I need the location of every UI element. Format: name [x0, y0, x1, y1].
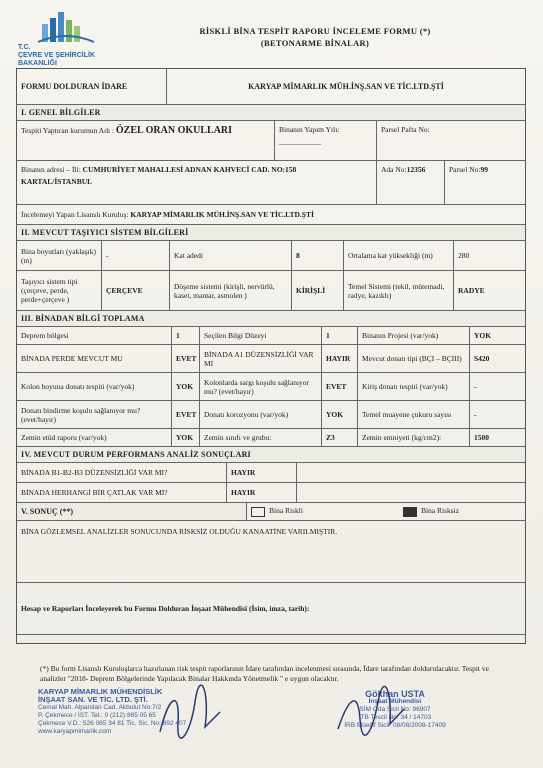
ministry-emblem-icon [36, 10, 96, 44]
beam-label: Kiriş donatı tespiti (var/yok) [358, 373, 470, 400]
bend-row [17, 401, 525, 429]
form-title [160, 25, 470, 49]
conclusion-text: BİNA GÖZLEMSEL ANALİZLER SONUCUNDA RİSKSİZ OLDUĞU KANAATİNE VARILMIŞTIR. [21, 527, 338, 536]
company-stamp-line-2: İNŞAAT SAN. VE TİC. LTD. ŞTİ. [38, 695, 148, 704]
soil-safety-label: Zemin emniyeti (kg/cm2): [358, 429, 470, 446]
bend-label: Donatı bindirme koşulu sağlanıyor mu? (evet/hayır) [17, 401, 172, 428]
logo-line-1: T.C. [18, 44, 31, 51]
quake-value: 1 [172, 327, 200, 344]
form-owner-value: KARYAP MİMARLIK MÜH.İNŞ.SAN VE TİC.LTD.ŞTİ [248, 82, 444, 91]
level-value: 1 [322, 327, 358, 344]
conclusion-row [17, 521, 525, 583]
company-stamp-line-6: www.karyapmimarlik.com [38, 728, 112, 735]
crack-value: HAYIR [227, 483, 297, 502]
risky-label: Bina Riskli [269, 506, 303, 516]
licensed-row [17, 205, 525, 225]
build-year-value: --------------------- [279, 142, 321, 148]
institution-value: ÖZEL ORAN OKULLARI [115, 125, 233, 136]
pit-label: Temel muayene çukuru sayısı [358, 401, 470, 428]
section-1-title: I. GENEL BİLGİLER [17, 105, 525, 120]
shear-value: EVET [172, 345, 200, 372]
form-owner-row [17, 69, 525, 105]
engineer-title: İnşaat Mühendisi [368, 698, 422, 705]
quake-label: Deprem bölgesi [17, 327, 172, 344]
institution-label: Tespiti Yaptıran kurumun Adı : [21, 126, 115, 135]
signature-row [17, 583, 525, 635]
parcel-sheet-label: Parsel Pafta No: [381, 125, 430, 134]
height-value: 280 [458, 251, 470, 260]
corrosion-value: YOK [322, 401, 358, 428]
ministry-logo [14, 10, 124, 68]
a1-label: BİNADA A1 DÜZENSİZLİĞİ VAR MI [200, 345, 322, 372]
signature-right-icon [330, 684, 410, 744]
inspection-form-table [16, 68, 526, 644]
floors-label: Kat adedi [170, 241, 292, 270]
crack-row [17, 483, 525, 503]
engineer-name: Gökhan USTA [365, 689, 425, 699]
foundation-value: RADYE [458, 286, 485, 295]
corrosion-label: Donatı korozyonu (var/yok) [200, 401, 322, 428]
section-1-header [17, 105, 525, 121]
stirrup-label: Kolonlarda sargı koşulu sağlanıyor mu? (evet/hayır) [200, 373, 322, 400]
soil-class-label: Zemin sınıfı ve grubu: [200, 429, 322, 446]
pit-value: - [474, 410, 477, 419]
ada-label: Ada No: [381, 165, 407, 174]
engineer-line-2: İTB Tescil No: 34 / 14703 [358, 714, 432, 721]
project-label: Binanın Projesi (var/yok) [358, 327, 470, 344]
company-stamp-line-4: P. Çekmece / İST. Tel.: 0 (212) 885 05 65 [38, 712, 156, 719]
parsel-value: 99 [480, 165, 488, 174]
signature-left-icon [150, 682, 230, 742]
column-row [17, 373, 525, 401]
column-value: YOK [172, 373, 200, 400]
slab-value: KİRİŞLİ [292, 271, 344, 310]
project-value: YOK [474, 331, 492, 340]
institution-row [17, 121, 525, 161]
column-label: Kolon boyuna donatı tespiti (var/yok) [17, 373, 172, 400]
section-3-title: III. BİNADAN BİLGİ TOPLAMA [17, 311, 525, 326]
engineer-line-1: SİM Oda Sicil No: 96907 [359, 706, 431, 713]
stirrup-value: EVET [322, 373, 358, 400]
crack-label: BİNADA HERHANGİ BİR ÇATLAK VAR MI? [17, 483, 227, 502]
licensed-value: KARYAP MİMARLIK MÜH.İNŞ.SAN VE TİC.LTD.ŞTİ [130, 210, 314, 219]
engineer-line-3: İRB Müellif Sicil: 08/08/2008-17409 [344, 722, 446, 729]
shear-row [17, 345, 525, 373]
section-4-title: IV. MEVCUT DURUM PERFORMANS ANALİZ SONUÇLARI [17, 447, 525, 462]
company-stamp-line-3: Cemal Mah. Alparslan Cad. Akbulut No:7/2 [38, 704, 162, 711]
logo-line-2: ÇEVRE VE ŞEHİRCİLİK [18, 52, 96, 59]
section-2-title: II. MEVCUT TAŞIYICI SİSTEM BİLGİLERİ [17, 225, 525, 240]
quake-row [17, 327, 525, 345]
section-5-title: V. SONUÇ (**) [17, 503, 247, 520]
height-label: Ortalama kat yüksekliği (m) [344, 241, 454, 270]
address-label: Binanın adresi – İli: [21, 165, 81, 174]
form-owner-label: FORMU DOLDURAN İDARE [17, 69, 167, 104]
bend-value: EVET [172, 401, 200, 428]
irregularity-value: HAYIR [227, 463, 297, 482]
logo-line-3: BAKANLIĞI [18, 60, 57, 67]
soil-value: YOK [172, 429, 200, 446]
foundation-label: Temel Sistemi (tekil, mütemadi, radye, kazıklı) [344, 271, 454, 310]
form-title-line-1: RİSKLİ BİNA TESPİT RAPORU İNCELEME FORMU (*) [199, 26, 431, 36]
slab-label: Döşeme sistemi (kirişli, nervürlü, kaset, mantar, asmolen ) [170, 271, 292, 310]
address-value: CUMHURİYET MAHALLESİ ADNAN KAHVECİ CAD. NO:158 [82, 165, 297, 174]
parsel-label: Parsel No: [449, 165, 481, 174]
rebar-value: S420 [474, 354, 490, 363]
address-row [17, 161, 525, 205]
shear-label: BİNADA PERDE MEVCUT MU [17, 345, 172, 372]
risky-checkbox[interactable] [251, 507, 265, 517]
section-2-header [17, 225, 525, 241]
build-year-label: Binanın Yapım Yılı: [279, 125, 340, 134]
level-label: Seçilen Bilgi Düzeyi [200, 327, 322, 344]
system-row [17, 271, 525, 311]
address-city: KARTAL/İSTANBUL [21, 177, 93, 186]
system-label: Taşıyıcı sistem tipi (çerçeve, perde, perde+çerçeve ) [17, 271, 102, 310]
dims-label: Bina boyutları (yaklaşık)(m) [17, 241, 102, 270]
a1-value: HAYIR [322, 345, 358, 372]
floors-value: 8 [292, 241, 344, 270]
section-3-header [17, 311, 525, 327]
soil-label: Zemin etüd raporu (var/yok) [17, 429, 172, 446]
soil-safety-value: 1500 [474, 433, 489, 442]
company-stamp-line-5: Çekmece V.D.: 526 065 34 81 Tic. Sic. No: 892 407 [38, 720, 187, 727]
signature-label: Hesap ve Raporları İnceleyerek bu Formu Dolduran İnşaat Mühendisi (İsim, imza, tarih): [21, 604, 310, 613]
footnote: (*) Bu form Lisanslı Kuruluşlarca hazırlanan risk tespit raporlarının İdare tarafından incelenmesi sırasında, İdare tarafından doldurulacaktır. Tespit ve analizler "2018- Deprem Bölgelerinde Yapılacak Binalar Hakkında Yönetmelik " e uygun olacaktır. [40, 664, 489, 683]
soil-row [17, 429, 525, 447]
beam-value: - [474, 382, 477, 391]
form-title-line-2: (BETONARME BİNALAR) [260, 38, 370, 48]
safe-checkbox[interactable] [403, 507, 417, 517]
dims-value: - [102, 241, 170, 270]
licensed-label: İncelemeyi Yapan Lisanslı Kuruluş: [21, 210, 129, 219]
soil-class-value: Z3 [322, 429, 358, 446]
safe-label: Bina Risksiz [420, 506, 460, 516]
section-5-header [17, 503, 525, 521]
section-4-header [17, 447, 525, 463]
system-value: ÇERÇEVE [102, 271, 170, 310]
irregularity-row [17, 463, 525, 483]
company-stamp-line-1: KARYAP MİMARLIK MÜHENDİSLİK [38, 687, 163, 696]
rebar-label: Mevcut donatı tipi (BÇI – BÇIII) [358, 345, 470, 372]
ada-value: 12356 [406, 165, 426, 174]
irregularity-label: BİNADA B1-B2-B3 DÜZENSİZLİĞİ VAR MI? [17, 463, 227, 482]
dims-row [17, 241, 525, 271]
